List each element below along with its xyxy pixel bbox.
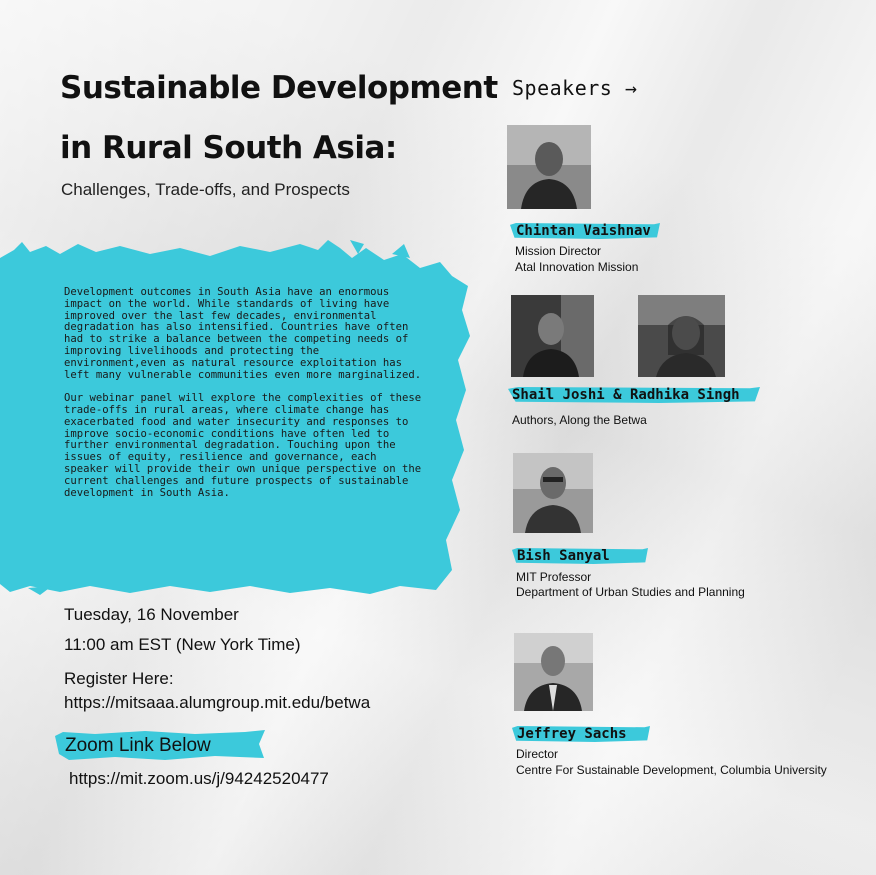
zoom-label: Zoom Link Below [65, 735, 211, 756]
register-link[interactable]: https://mitsaaa.alumgroup.mit.edu/betwa [64, 693, 371, 712]
speaker-role: Mission Director [515, 244, 602, 258]
description-paragraph-2: Our webinar panel will explore the complexities of these trade-offs in rural areas, where climate change has exacerbated food and water insecurity and responses to improve socio-economic conditions have often led to further environmental degradation. Touching upon the issues of equity, resilience and governance, each speaker will provide their own unique perspective on the current challenges and future prospects of sustainable development in South Asia. [64, 392, 422, 499]
speaker-photo-radhika-singh [638, 295, 725, 377]
event-date: Tuesday, 16 November [64, 605, 239, 624]
speaker-affiliation: Atal Innovation Mission [515, 260, 639, 274]
speaker-name: Chintan Vaishnav [516, 223, 651, 239]
speaker-role: MIT Professor [516, 570, 592, 584]
speaker-photo-chintan-vaishnav [507, 125, 591, 209]
speaker-name: Shail Joshi & Radhika Singh [512, 387, 740, 403]
speaker-name: Bish Sanyal [517, 548, 610, 564]
speakers-heading: Speakers → [512, 76, 638, 100]
speaker-role: Authors, Along the Betwa [512, 413, 647, 427]
speaker-photo-bish-sanyal [513, 453, 593, 533]
speaker-affiliation: Centre For Sustainable Development, Columbia University [516, 763, 827, 777]
speaker-role: Director [516, 747, 559, 761]
speaker-affiliation: Department of Urban Studies and Planning [516, 585, 745, 599]
zoom-link[interactable]: https://mit.zoom.us/j/94242520477 [69, 769, 329, 788]
register-label: Register Here: [64, 669, 174, 688]
speaker-name: Jeffrey Sachs [517, 726, 627, 742]
speaker-photo-shail-joshi [511, 295, 594, 377]
speaker-photo-jeffrey-sachs [514, 633, 593, 711]
description-paragraph-1: Development outcomes in South Asia have an enormous impact on the world. While standards of living have improved over the last few decades, environmental degradation has also intensified. Countries have often had to strike a balance between the competing needs of improving livelihoods and protecting the environment,even as natural resource exploitation has left many vulnerable communities even more marginalized. [64, 286, 422, 381]
title-line-2: in Rural South Asia: [60, 130, 397, 166]
subtitle: Challenges, Trade-offs, and Prospects [61, 180, 350, 199]
title-line-1: Sustainable Development [60, 70, 498, 106]
event-time: 11:00 am EST (New York Time) [64, 635, 301, 654]
description-text [64, 287, 424, 511]
